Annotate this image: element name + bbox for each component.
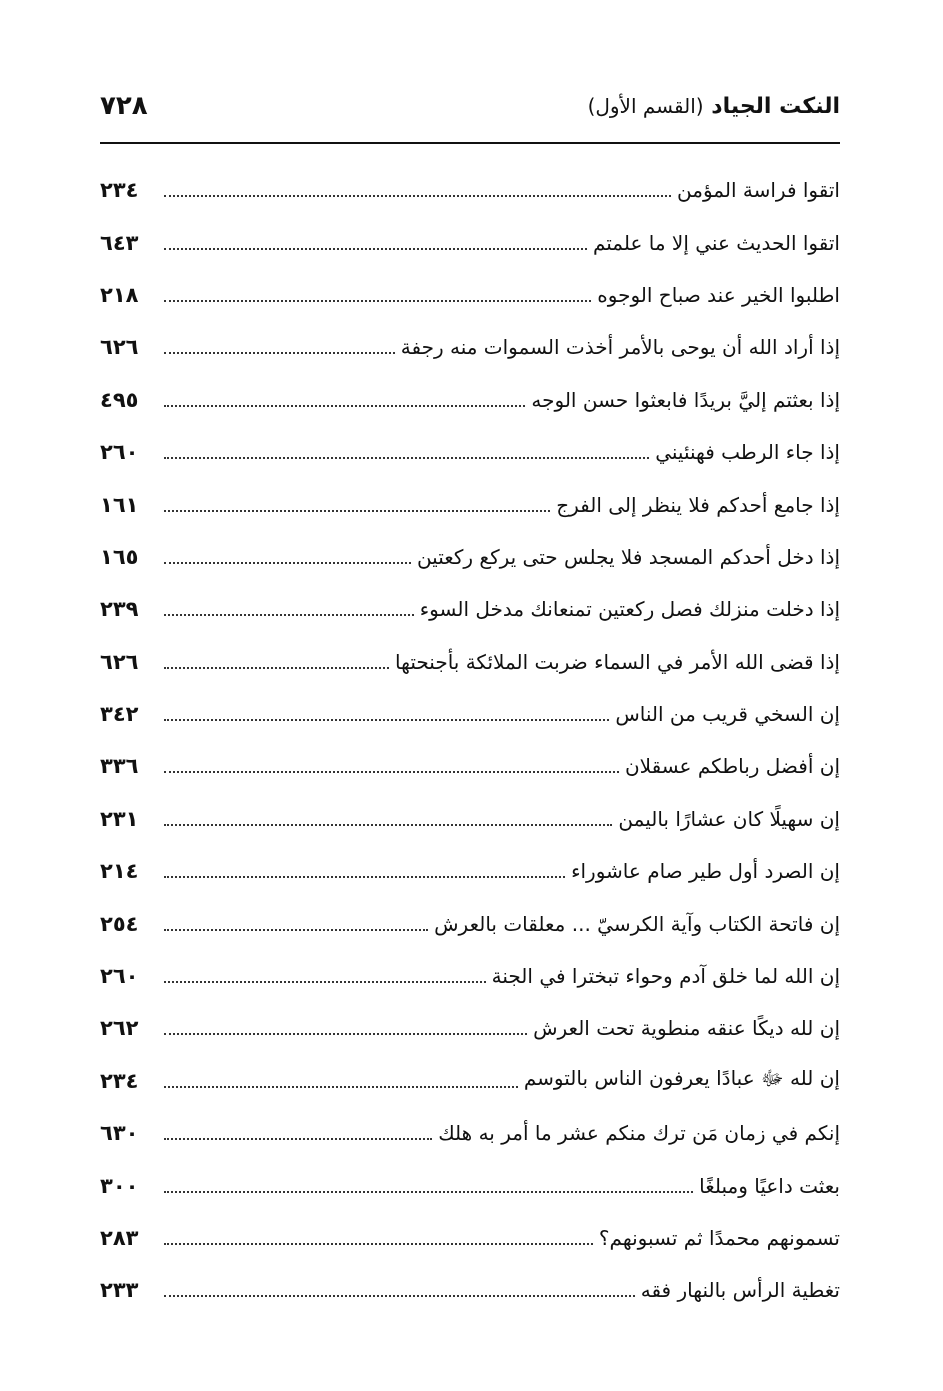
book-title [588,94,840,119]
dot-leader [164,352,395,354]
entry-page-number: ٣٠٠ [100,1173,139,1198]
entry-page-number: ٣٤٢ [100,702,139,727]
dot-leader [164,300,591,302]
entry-page-number: ٢١٨ [100,282,139,307]
index-entry [100,1159,840,1211]
index-entry [100,374,840,426]
dot-leader [164,824,612,826]
entry-page-number: ٢٦٢ [100,1016,139,1041]
entry-text: إن لله ﷻ عبادًا يعرفون الناس بالتوسم [523,1066,840,1091]
page-number: ٧٢٨ [100,91,148,121]
entry-page-number: ٢١٤ [100,859,139,884]
entry-text: إذا أراد الله أن يوحى بالأمر أخذت السموات منه رجفة [400,335,840,360]
index-entry [100,1264,840,1316]
index-entry [100,688,840,740]
index-entry [100,1002,840,1054]
index-entry [100,897,840,949]
entry-page-number: ٢٨٣ [100,1226,139,1250]
dot-leader [164,771,619,773]
header-divider [100,142,840,144]
dot-leader [164,1191,693,1193]
dot-leader [164,1295,635,1297]
hadith-index-list [100,164,840,1317]
index-entry [100,269,840,321]
entry-page-number: ٢٣٤ [100,178,139,203]
index-entry [100,531,840,583]
dot-leader [164,195,671,197]
entry-page-number: ٦٣٠ [100,1121,139,1146]
entry-page-number: ٢٣٩ [100,597,139,622]
entry-text: بعثت داعيًا ومبلغًا [699,1173,840,1198]
dot-leader [164,876,565,878]
entry-text: إن السخي قريب من الناس [615,702,840,727]
dot-leader [164,667,389,669]
running-header [100,84,840,128]
dot-leader [164,510,550,512]
index-entry [100,426,840,478]
dot-leader [164,981,486,983]
book-title-main: النكت الجياد [711,93,840,119]
index-entry [100,1212,840,1264]
entry-text: إن أفضل رباطكم عسقلان [624,754,840,779]
entry-text: إن الصرد أول طير صام عاشوراء [571,859,840,884]
entry-page-number: ٢٣٤ [100,1068,139,1093]
entry-page-number: ٣٣٦ [100,754,139,779]
book-title-part: (القسم الأول) [587,93,704,118]
dot-leader [164,562,411,564]
entry-page-number: ١٦١ [100,492,139,517]
index-entry [100,845,840,897]
entry-text: إذا بعثتم إليَّ بريدًا فابعثوا حسن الوجه [531,387,840,412]
index-entry [100,793,840,845]
dot-leader [164,405,525,407]
entry-text: إن لله ديكًا عنقه منطوية تحت العرش [533,1016,840,1041]
dot-leader [164,457,649,459]
dot-leader [164,719,609,721]
index-entry [100,583,840,635]
entry-page-number: ٦٢٦ [100,335,139,360]
entry-text: إنكم في زمان مَن ترك منكم عشر ما أمر به هلك [438,1121,840,1146]
entry-text: اطلبوا الخير عند صباح الوجوه [597,282,840,307]
entry-page-number: ٤٩٥ [100,387,139,412]
dot-leader [164,1086,518,1088]
entry-page-number: ٦٤٣ [100,230,139,255]
index-entry [100,1055,840,1107]
entry-page-number: ٢٣١ [100,806,139,831]
entry-page-number: ٢٦٠ [100,440,139,465]
index-entry [100,164,840,216]
entry-page-number: ٢٥٤ [100,911,139,936]
entry-page-number: ٢٦٠ [100,964,139,989]
index-entry [100,216,840,268]
entry-text: تغطية الرأس بالنهار فقه [640,1278,840,1303]
entry-text: إذا دخلت منزلك فصل ركعتين تمنعانك مدخل السوء [419,597,840,622]
dot-leader [164,1033,527,1035]
dot-leader [164,1138,432,1140]
dot-leader [164,1243,593,1245]
index-entry [100,478,840,530]
entry-text: إذا جاء الرطب فهنئيني [655,440,840,465]
dot-leader [164,614,414,616]
index-entry [100,321,840,373]
entry-text: إذا دخل أحدكم المسجد فلا يجلس حتى يركع ركعتين [416,544,840,569]
entry-text: إن سهيلًا كان عشارًا باليمن [618,806,840,831]
entry-page-number: ٦٢٦ [100,649,139,674]
dot-leader [164,248,587,250]
dot-leader [164,929,428,931]
index-entry [100,950,840,1002]
entry-text: اتقوا الحديث عني إلا ما علمتم [592,230,840,255]
index-entry [100,636,840,688]
index-entry [100,740,840,792]
entry-text: إذا جامع أحدكم فلا ينظر إلى الفرج [556,492,840,517]
entry-text: تسمونهم محمدًا ثم تسبونهم؟ [598,1226,840,1250]
entry-text: اتقوا فراسة المؤمن [677,178,840,203]
entry-page-number: ٢٣٣ [100,1278,139,1303]
entry-text: إن فاتحة الكتاب وآية الكرسيّ ... معلقات بالعرش [434,911,840,936]
index-entry [100,1107,840,1159]
entry-text: إن الله لما خلق آدم وحواء تبخترا في الجنة [491,964,840,989]
entry-page-number: ١٦٥ [100,544,139,569]
entry-text: إذا قضى الله الأمر في السماء ضربت الملائكة بأجنحتها [395,649,840,674]
